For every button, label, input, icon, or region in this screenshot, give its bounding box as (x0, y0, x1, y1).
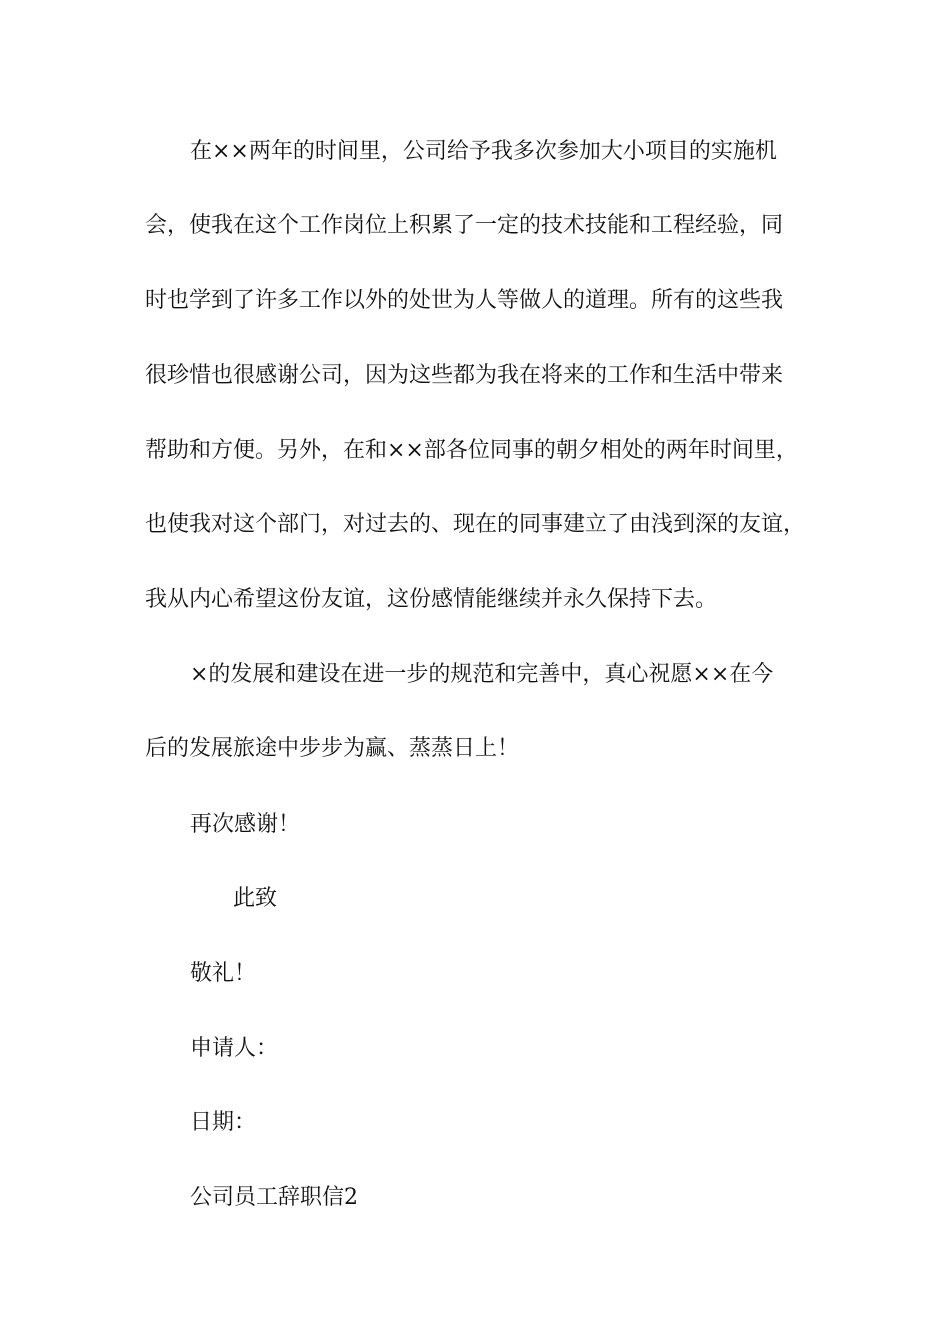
salute-text: 敬礼！ (190, 961, 257, 986)
paragraph1-line-6: 也使我对这个部门，对过去的、现在的同事建立了由浅到深的友谊， (145, 512, 806, 537)
date-label: 日期： (190, 1110, 257, 1135)
thanks-text: 再次感谢！ (190, 812, 301, 837)
paragraph1-line-7: 我从内心希望这份友谊，这份感情能继续并永久保持下去。 (145, 587, 718, 612)
next-letter-heading: 公司员工辞职信2 (190, 1185, 358, 1210)
paragraph2-line-1: ×的发展和建设在进一步的规范和完善中，真心祝愿××在今 (190, 662, 774, 687)
paragraph1-line-2: 会，使我在这个工作岗位上积累了一定的技术技能和工程经验，同 (145, 213, 784, 238)
paragraph1-line-5: 帮助和方便。另外，在和××部各位同事的朝夕相处的两年时间里， (145, 438, 798, 463)
paragraph1-line-1: 在××两年的时间里，公司给予我多次参加大小项目的实施机 (190, 139, 777, 164)
paragraph1-line-3: 时也学到了许多工作以外的处世为人等做人的道理。所有的这些我 (145, 288, 784, 313)
paragraph2-line-2: 后的发展旅途中步步为赢、蒸蒸日上！ (145, 736, 520, 761)
paragraph1-line-4: 很珍惜也很感谢公司，因为这些都为我在将来的工作和生活中带来 (145, 363, 784, 388)
closing-text: 此致 (233, 886, 278, 911)
applicant-label: 申请人： (190, 1036, 279, 1061)
